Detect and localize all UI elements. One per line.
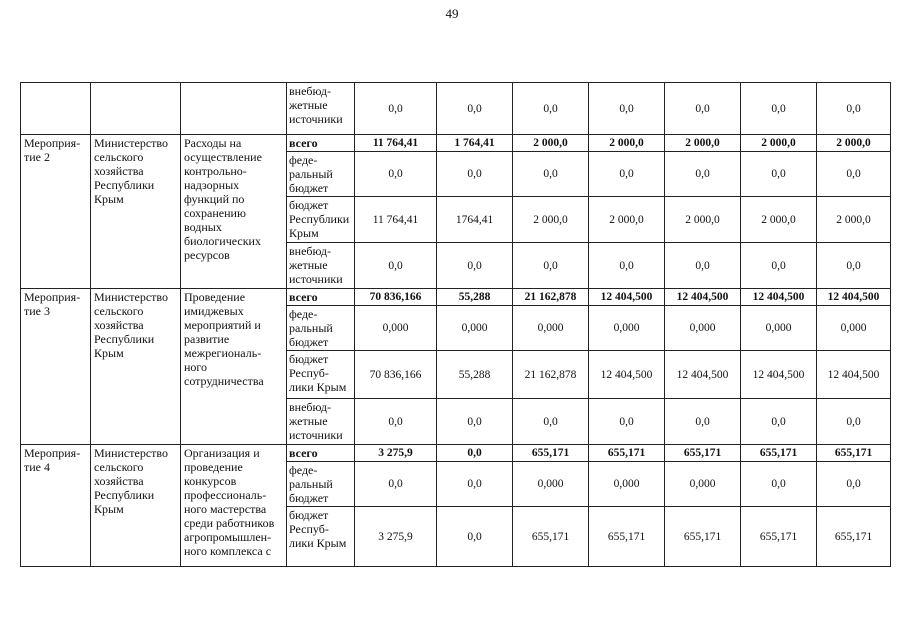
description-cell [181,83,287,135]
value-cell: 0,000 [513,462,589,507]
funding-source-cell: внебюд- жетные источники [287,399,355,445]
funding-source-cell: внебюд- жетные источники [287,83,355,135]
value-cell: 0,0 [355,399,437,445]
funding-source-cell: всего [287,289,355,306]
value-cell: 0,0 [437,399,513,445]
value-cell: 12 404,500 [665,289,741,306]
value-cell: 2 000,0 [665,197,741,243]
page-number: 49 [445,6,459,21]
value-cell: 655,171 [665,445,741,462]
value-cell: 0,000 [589,462,665,507]
value-cell: 655,171 [513,445,589,462]
funding-source-cell: бюджет Респуб- лики Крым [287,351,355,399]
value-cell: 0,0 [665,243,741,289]
value-cell: 0,0 [817,152,891,197]
value-cell: 21 162,878 [513,351,589,399]
value-cell: 0,0 [513,152,589,197]
funding-source-cell: всего [287,135,355,152]
value-cell: 0,0 [437,445,513,462]
activity-cell: Мероприя- тие 3 [21,289,91,445]
funding-source-cell: бюджет Респуб- лики Крым [287,507,355,567]
funding-source-cell: всего [287,445,355,462]
value-cell: 0,000 [665,306,741,351]
value-cell: 655,171 [513,507,589,567]
value-cell: 0,0 [817,243,891,289]
value-cell: 12 404,500 [589,351,665,399]
value-cell: 0,0 [513,243,589,289]
value-cell: 0,0 [355,152,437,197]
value-cell: 12 404,500 [741,289,817,306]
value-cell: 2 000,0 [817,197,891,243]
value-cell: 70 836,166 [355,351,437,399]
funding-source-cell: внебюд- жетные источники [287,243,355,289]
table-row [21,83,891,135]
description-cell: Проведение имиджевых мероприятий и развитие межрегиональ- ного сотрудничества [181,289,287,445]
value-cell: 0,0 [589,83,665,135]
table-row [21,445,891,462]
executor-cell: Министерство сельского хозяйства Республики Крым [91,445,181,567]
value-cell: 0,0 [741,243,817,289]
value-cell: 2 000,0 [741,197,817,243]
activity-cell [21,83,91,135]
value-cell: 2 000,0 [741,135,817,152]
value-cell: 2 000,0 [665,135,741,152]
value-cell: 12 404,500 [665,351,741,399]
value-cell: 0,000 [355,306,437,351]
value-cell: 0,000 [437,306,513,351]
funding-source-cell: бюджет Республики Крым [287,197,355,243]
activity-cell: Мероприя- тие 4 [21,445,91,567]
value-cell: 0,000 [741,306,817,351]
value-cell: 0,0 [589,243,665,289]
value-cell: 655,171 [589,507,665,567]
value-cell: 12 404,500 [817,351,891,399]
description-cell: Расходы на осуществление контрольно- надзорных функций по сохранению водных биологических ресурсов [181,135,287,289]
value-cell: 0,0 [355,243,437,289]
value-cell: 0,000 [589,306,665,351]
value-cell: 11 764,41 [355,197,437,243]
value-cell: 12 404,500 [589,289,665,306]
budget-table [20,82,891,567]
value-cell: 0,0 [665,83,741,135]
value-cell: 0,0 [817,462,891,507]
value-cell: 1764,41 [437,197,513,243]
value-cell: 2 000,0 [589,197,665,243]
value-cell: 0,0 [665,152,741,197]
value-cell: 2 000,0 [513,197,589,243]
value-cell: 12 404,500 [741,351,817,399]
value-cell: 55,288 [437,289,513,306]
value-cell: 0,0 [355,83,437,135]
executor-cell [91,83,181,135]
description-cell: Организация и проведение конкурсов профессиональ- ного мастерства среди работников агропромышлен- ного комплекса с [181,445,287,567]
table-row [21,135,891,152]
value-cell: 0,0 [741,152,817,197]
value-cell: 2 000,0 [589,135,665,152]
value-cell: 0,0 [513,399,589,445]
value-cell: 655,171 [741,445,817,462]
value-cell: 3 275,9 [355,507,437,567]
value-cell: 655,171 [817,507,891,567]
funding-source-cell: феде- ральный бюджет [287,462,355,507]
value-cell: 55,288 [437,351,513,399]
value-cell: 655,171 [741,507,817,567]
value-cell: 0,0 [437,507,513,567]
value-cell: 1 764,41 [437,135,513,152]
value-cell: 0,0 [513,83,589,135]
value-cell: 3 275,9 [355,445,437,462]
value-cell: 0,000 [513,306,589,351]
value-cell: 0,0 [589,399,665,445]
executor-cell: Министерство сельского хозяйства Республики Крым [91,289,181,445]
table-row [21,289,891,306]
value-cell: 0,0 [437,152,513,197]
value-cell: 0,0 [741,83,817,135]
value-cell: 0,0 [817,399,891,445]
executor-cell: Министерство сельского хозяйства Республики Крым [91,135,181,289]
value-cell: 0,0 [741,462,817,507]
value-cell: 2 000,0 [513,135,589,152]
activity-cell: Мероприя- тие 2 [21,135,91,289]
funding-source-cell: феде- ральный бюджет [287,306,355,351]
value-cell: 0,0 [665,399,741,445]
funding-source-cell: феде- ральный бюджет [287,152,355,197]
value-cell: 655,171 [665,507,741,567]
value-cell: 21 162,878 [513,289,589,306]
value-cell: 0,000 [665,462,741,507]
value-cell: 0,0 [741,399,817,445]
value-cell: 0,0 [355,462,437,507]
value-cell: 0,0 [589,152,665,197]
value-cell: 12 404,500 [817,289,891,306]
value-cell: 11 764,41 [355,135,437,152]
value-cell: 655,171 [589,445,665,462]
value-cell: 0,0 [437,243,513,289]
value-cell: 0,000 [817,306,891,351]
value-cell: 70 836,166 [355,289,437,306]
value-cell: 0,0 [437,462,513,507]
value-cell: 0,0 [817,83,891,135]
value-cell: 655,171 [817,445,891,462]
value-cell: 0,0 [437,83,513,135]
value-cell: 2 000,0 [817,135,891,152]
